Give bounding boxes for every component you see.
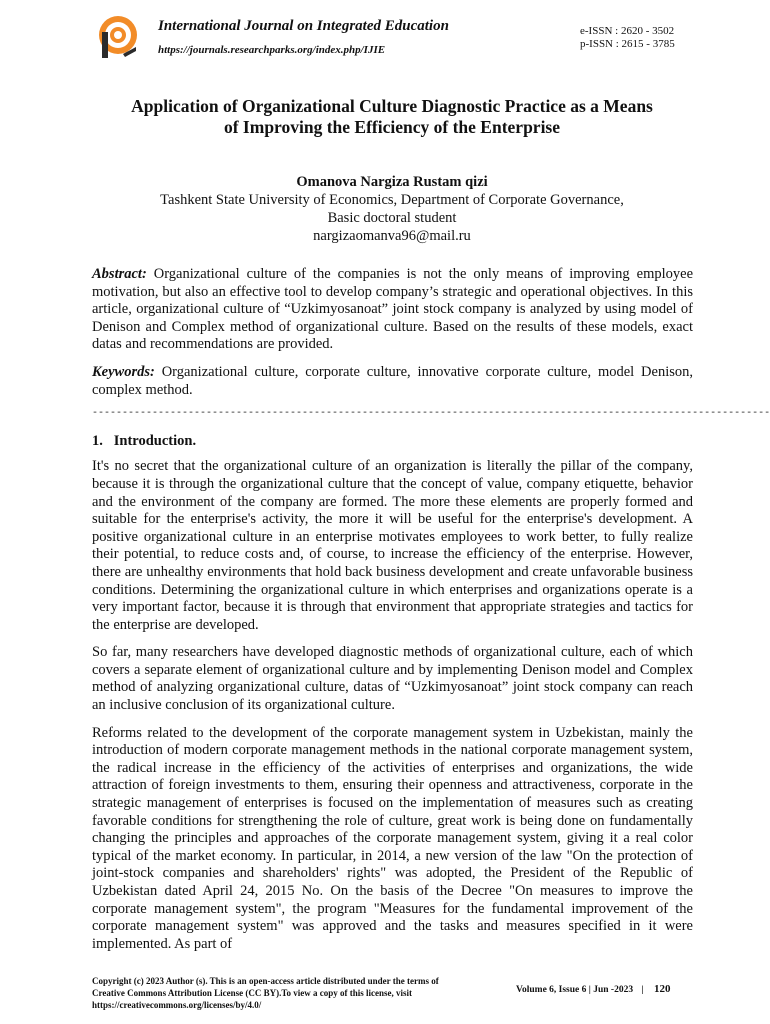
author-email[interactable]: nargizaomanva96@mail.ru	[313, 228, 471, 244]
eissn: e-ISSN : 2620 - 3502	[580, 25, 675, 37]
author-name: Omanova Nargiza Rustam qizi	[296, 174, 488, 190]
author-position: Basic doctoral student	[327, 210, 457, 226]
author-block	[92, 173, 692, 245]
journal-url-link[interactable]: https://journals.researchparks.org/index.php/IJIE	[158, 44, 386, 56]
abstract	[92, 266, 693, 354]
paper-title-line2: of Improving the Efficiency of the Enterprise	[223, 117, 561, 137]
copyright-notice: Copyright (c) 2023 Author (s). This is an open-access article distributed under the terms of Creative Commons Attribution License (CC BY).To view a copy of this license, visit https://creativecommons.org/licenses/by/4.0/	[92, 976, 439, 1010]
keywords	[92, 364, 693, 399]
paper-title-line1: Application of Organizational Culture Diagnostic Practice as a Means	[131, 96, 653, 116]
intro-paragraph-2: So far, many researchers have developed diagnostic methods of organizational culture, each of which covers a separate element of organizational culture and by implementing Denison model and Complex method of analyzing organizational culture, datas of “Uzkimyosanoat” joint stock company can reach an inclusive conclusion of its organizational culture.	[92, 644, 693, 714]
volume-issue: Volume 6, Issue 6 | Jun -2023	[516, 985, 634, 995]
pissn: p-ISSN : 2615 - 3785	[580, 38, 675, 50]
intro-paragraph-1: It's no secret that the organizational culture of an organization is literally the pillar of the company, because it is through the organizational culture that the concept of value, company etiquette, behavior and the environment of the company are formed. The more these elements are properly formed and suitable for the enterprise's activity, the more it will be useful for the enterprise's development. A positive organizational culture in an enterprise motivates employees to work better, to fully realize their potential, to reduce costs and, of course, to increase the efficiency of the enterprise. However, there are unhealthy environments that hold back business development and create unfavorable business conditions. Determining the organizational culture in which enterprises and organizations operate is a very important factor, because it is through that environment that appropriate strategies and tactics for the enterprise are developed.	[92, 458, 693, 633]
article-body	[92, 266, 770, 963]
keywords-text: Organizational culture, corporate culture, innovative corporate culture, model Denison, complex method.	[92, 363, 693, 398]
paper-title	[92, 96, 692, 138]
section-divider: -----------------------------------------------------------------------------------------------------------------	[92, 408, 770, 420]
footer-separator: |	[641, 985, 644, 995]
page-number: 120	[653, 983, 671, 995]
journal-logo-icon	[96, 14, 140, 60]
page-footer	[516, 983, 670, 995]
issn-block	[580, 25, 675, 51]
author-affiliation: Tashkent State University of Economics, Department of Corporate Governance,	[160, 192, 624, 208]
journal-title: International Journal on Integrated Education	[158, 18, 449, 34]
abstract-text: Organizational culture of the companies is not the only means of improving employee motivation, but also an effective tool to develop company’s strategic and operational objectives. In this article, organizational culture of “Uzkimyosanoat” joint stock company is analyzed by using model of Denison and Complex method of organizational culture. Based on the results of these models, exact datas and recommendations are provided.	[92, 266, 694, 353]
abstract-label: Abstract:	[92, 266, 147, 282]
keywords-label: Keywords:	[92, 363, 155, 380]
section-title-introduction: 1. Introduction.	[92, 432, 197, 449]
intro-paragraph-3: Reforms related to the development of the corporate management system in Uzbekistan, mainly the introduction of modern corporate management methods in the national corporate management system, the radical increase in the efficiency of the activities of enterprises and organizations, the wide attraction of foreign investments to them, ensuring their openness and attractiveness, corporate in the strategic management of enterprises is focused on the implementation of measures such as creating favorable conditions for strengthening the role of culture, great work is being done on fundamentally changing the principles and approaches of the corporate management system, giving it a real color typical of the market economy. In particular, in 2014, a new version of the law "On the protection of joint-stock companies and shareholders' rights" was adopted, the President of the Republic of Uzbekistan dated April 24, 2015 No. On the basis of the Decree "On measures to improve the corporate management system", the program "Measures for the fundamental improvement of the corporate management system" was approved and the tasks and measures specified in it were implemented. As part of	[92, 724, 693, 952]
